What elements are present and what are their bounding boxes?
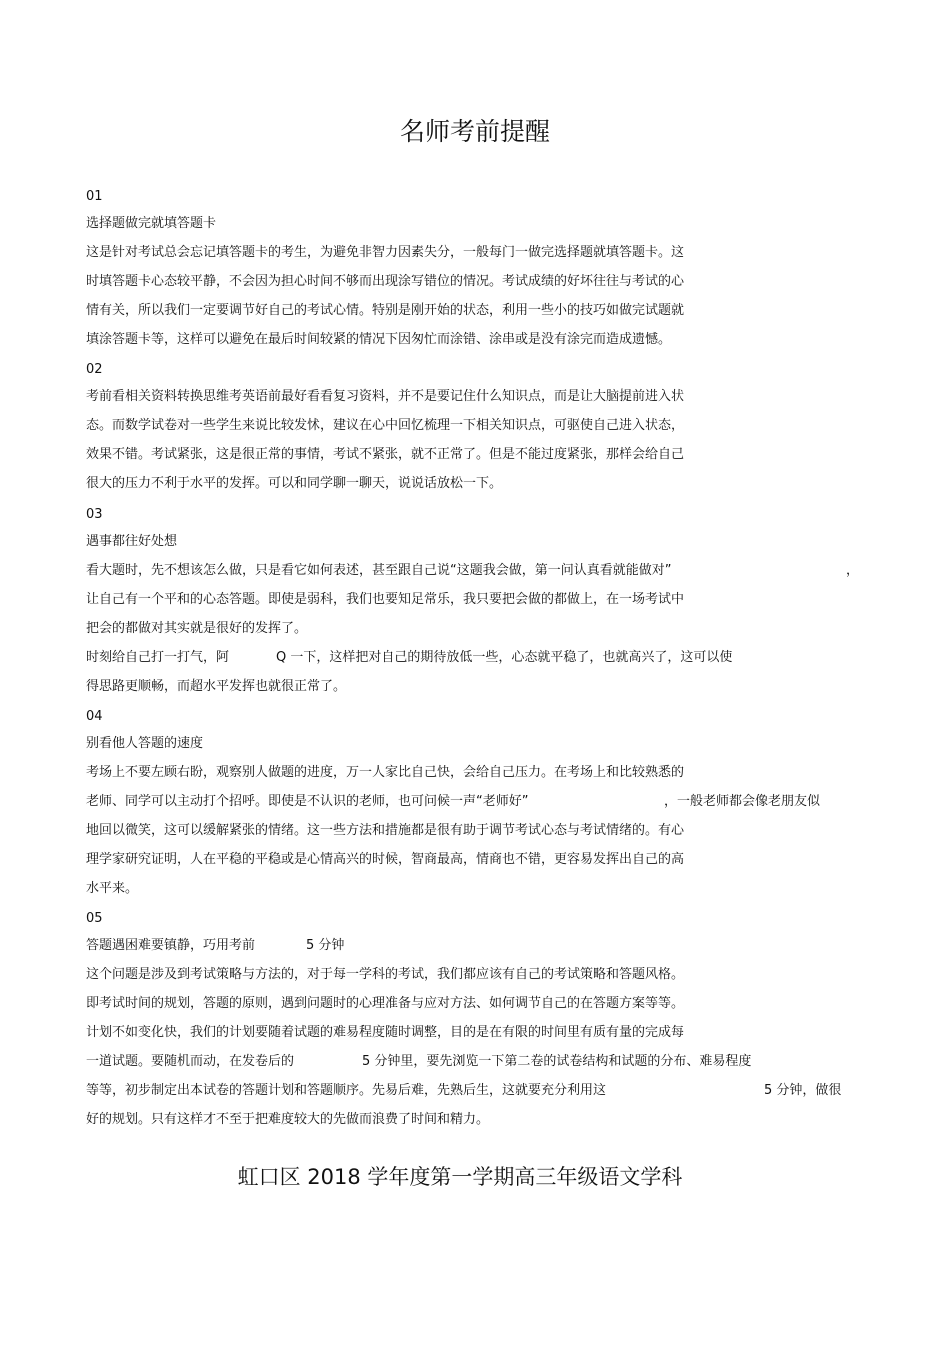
paragraph-line: 好的规划。只有这样才不至于把难度较大的先做而浪费了时间和精力。: [86, 1112, 490, 1127]
paragraph-line: 考前看相关资料转换思维考英语前最好看看复习资料，并不是要记住什么知识点，而是让大脑提前进入状: [86, 389, 685, 404]
section-heading: 选择题做完就填答题卡: [86, 216, 217, 231]
paragraph-line: ，一般老师都会像老朋友似: [664, 794, 821, 809]
section-number: 05: [86, 911, 103, 926]
paragraph-comma: ，: [846, 563, 860, 578]
section-number: 03: [86, 507, 103, 522]
paragraph-line: 这是针对考试总会忘记填答题卡的考生，为避免非智力因素失分，一般每门一做完选择题就填答题卡。这: [86, 245, 685, 260]
section-heading: 别看他人答题的速度: [86, 736, 204, 751]
paragraph-line: 老师、同学可以主动打个招呼。即使是不认识的老师，也可问候一声“老师好”: [86, 794, 529, 809]
section-number: 01: [86, 189, 103, 204]
paragraph-line: 时刻给自己打一打气，阿: [86, 650, 230, 665]
page-title: 名师考前提醒: [399, 117, 550, 146]
paragraph-line: 考场上不要左顾右盼，观察别人做题的进度，万一人家比自己快，会给自己压力。在考场上和比较熟悉的: [86, 765, 685, 780]
paragraph-line: 情有关，所以我们一定要调节好自己的考试心情。特别是刚开始的状态，利用一些小的技巧如做完试题就: [86, 303, 685, 318]
paragraph-line: 理学家研究证明，人在平稳的平稳或是心情高兴的时候，智商最高，情商也不错，更容易发挥出自己的高: [86, 852, 685, 867]
paragraph-line: 这个问题是涉及到考试策略与方法的，对于每一学科的考试，我们都应该有自己的考试策略和答题风格。: [86, 967, 685, 982]
paragraph-line: 效果不错。考试紧张，这是很正常的事情，考试不紧张，就不正常了。但是不能过度紧张，那样会给自己: [86, 447, 685, 462]
paragraph-line: 计划不如变化快，我们的计划要随着试题的难易程度随时调整，目的是在有限的时间里有质有量的完成每: [86, 1025, 685, 1040]
paragraph-line: 水平来。: [86, 881, 139, 896]
paragraph-line: 填涂答题卡等，这样可以避免在最后时间较紧的情况下因匆忙而涂错、涂串或是没有涂完而造成遗憾。: [86, 332, 672, 347]
paragraph-line: 很大的压力不利于水平的发挥。可以和同学聊一聊天，说说话放松一下。: [86, 476, 503, 491]
paragraph-line: 即考试时间的规划，答题的原则，遇到问题时的心理准备与应对方法、如何调节自己的在答题方案等等。: [86, 996, 685, 1011]
paragraph-line: 态。而数学试卷对一些学生来说比较发怵，建议在心中回忆梳理一下相关知识点，可驱使自己进入状态，: [86, 418, 685, 433]
paragraph-line: 5 分钟，做很: [764, 1083, 842, 1098]
section-heading: 答题遇困难要镇静，巧用考前: [86, 938, 256, 953]
paragraph-line: 等等，初步制定出本试卷的答题计划和答题顺序。先易后难，先熟后生，这就要充分利用这: [86, 1083, 607, 1098]
section-heading-tail: 5 分钟: [306, 938, 345, 953]
paragraph-line: 地回以微笑，这可以缓解紧张的情绪。这一些方法和措施都是很有助于调节考试心态与考试情绪的。有心: [86, 823, 685, 838]
footer-title: 虹口区 2018 学年度第一学期高三年级语文学科: [237, 1165, 683, 1189]
paragraph-line: 一道试题。要随机而动，在发卷后的: [86, 1054, 295, 1069]
section-number: 02: [86, 362, 103, 377]
paragraph-line: Q 一下，这样把对自己的期待放低一些，心态就平稳了，也就高兴了，这可以使: [276, 650, 733, 665]
section-heading: 遇事都往好处想: [86, 534, 178, 549]
paragraph-line: 看大题时，先不想该怎么做，只是看它如何表述，甚至跟自己说“这题我会做，第一问认真看就能做对”: [86, 563, 672, 578]
paragraph-line: 得思路更顺畅，而超水平发挥也就很正常了。: [86, 679, 347, 694]
paragraph-line: 让自己有一个平和的心态答题。即使是弱科，我们也要知足常乐，我只要把会做的都做上，在一场考试中: [86, 592, 685, 607]
paragraph-line: 时填答题卡心态较平静，不会因为担心时间不够而出现涂写错位的情况。考试成绩的好坏往往与考试的心: [86, 274, 685, 289]
paragraph-line: 把会的都做对其实就是很好的发挥了。: [86, 621, 308, 636]
section-number: 04: [86, 709, 103, 724]
paragraph-line: 5 分钟里，要先浏览一下第二卷的试卷结构和试题的分布、难易程度: [362, 1054, 752, 1069]
